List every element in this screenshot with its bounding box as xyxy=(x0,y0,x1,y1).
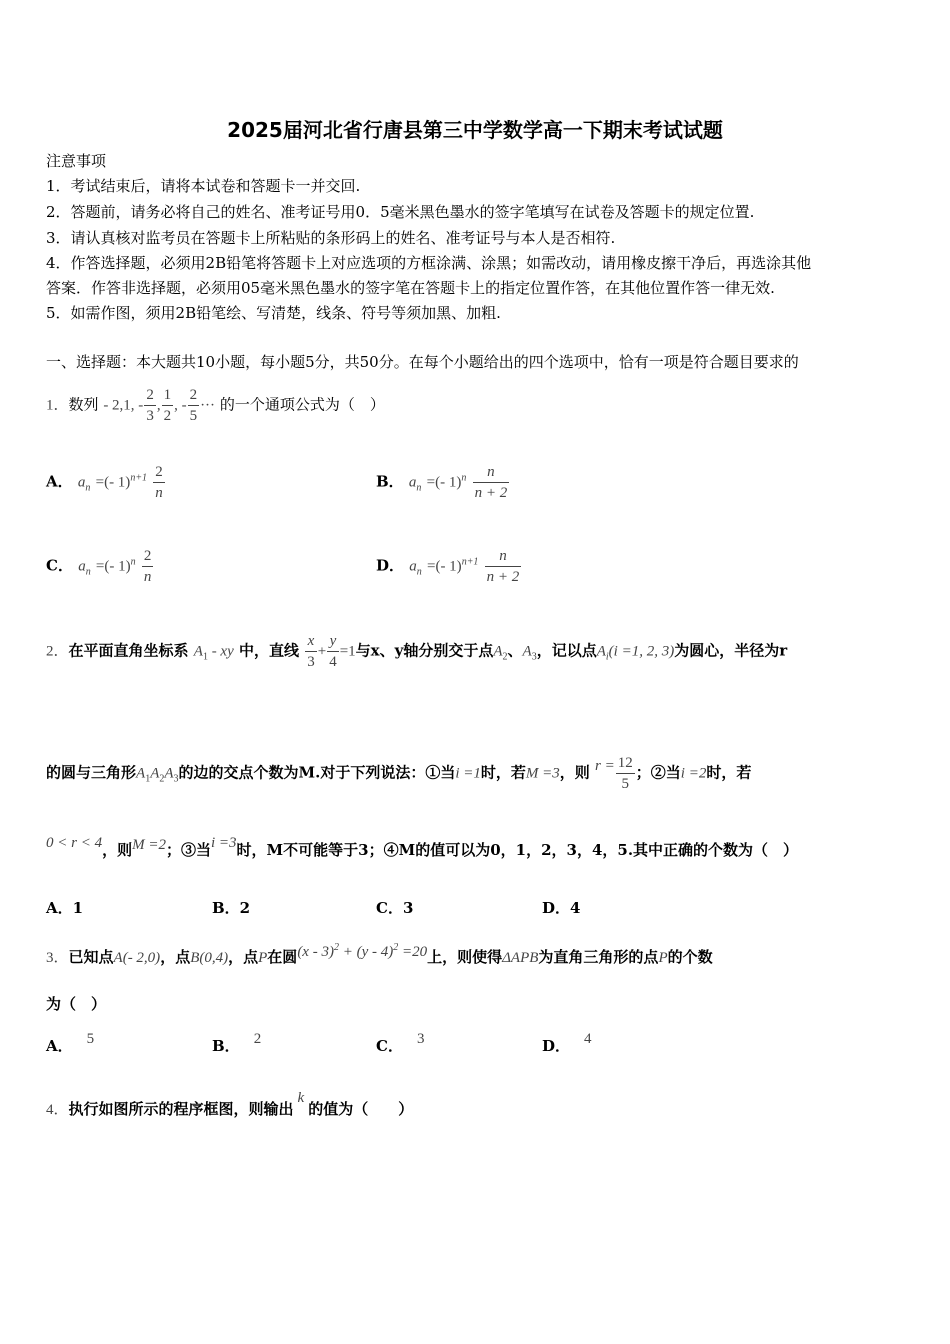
fraction: $\frac{y}{4}$ xyxy=(329,633,337,670)
notice-item: 答案．作答非选择题，必须用05毫米黑色墨水的签字笔在答题卡上的指定位置作答，在其他位置作答一律无效. xyxy=(46,279,775,297)
sequence-term: , - xyxy=(174,397,187,414)
fraction: $\frac{n}{n + 2}$ xyxy=(486,548,520,585)
notice-item: 2．答题前，请务必将自己的姓名、准考证号用0．5毫米黑色墨水的签字笔填写在试卷及答题卡的规定位置. xyxy=(46,203,755,221)
q1-stem: 数列 xyxy=(68,395,99,414)
notice-heading: 注意事项 xyxy=(46,152,107,170)
q3-option-a: A． 5 xyxy=(46,1031,95,1055)
q3-option-b: B． 2 xyxy=(212,1031,262,1055)
ellipsis: ··· xyxy=(200,397,216,414)
q1-option-d: D． $a_n$ =(- 1)$^{n+1}$ $\frac{n}{n + 2}$ xyxy=(376,548,520,585)
fraction: $\frac{2}{3}$ xyxy=(146,387,154,424)
q2-option-a: A．1 xyxy=(46,899,84,917)
q2-option-b: B．2 xyxy=(212,899,251,917)
question-number: 2． xyxy=(46,643,69,660)
fraction: $\frac{1}{2}$ xyxy=(163,387,172,424)
question-1: 1．数列 - 2,1, - $\frac{2}{3}$ , $\frac{1}{2}$ , - $\frac{2}{5}$ ··· 的一个通项公式为（ ） xyxy=(46,387,385,424)
question-2-line-1: 2．在平面直角坐标系 $A_1$ - xy 中，直线 $\frac{x}{3}$ + $\frac{y}{4}$ =1与x、y轴分别交于点$A_2$、$A_3$，记以点$A_i(i =1$, 2, 3)为圆心，半径为r xyxy=(46,633,788,670)
fraction: $\frac{n}{n + 2}$ xyxy=(474,464,508,501)
question-3-line-2: 为（ ） xyxy=(46,995,107,1013)
q3-option-d: D． 4 xyxy=(542,1031,592,1055)
fraction: $\frac{2}{5}$ xyxy=(189,387,198,424)
q2-option-d: D．4 xyxy=(542,899,581,917)
question-number: 3． xyxy=(46,950,69,966)
fraction: $\frac{x}{3}$ xyxy=(307,633,315,670)
question-2-line-3: 0 < r < 4，则M =2；③当i =3时，M不可能等于3；④M的值可以为0，1，2，3，4，5.其中正确的个数为（ ） xyxy=(46,835,799,859)
notice-item: 1．考试结束后，请将本试卷和答题卡一并交回. xyxy=(46,177,361,195)
notice-item: 4．作答选择题，必须用2B铅笔将答题卡上对应选项的方框涂满、涂黑；如需改动，请用橡皮擦干净后，再选涂其他 xyxy=(46,254,812,272)
notice-item: 3．请认真核对监考员在答题卡上所粘贴的条形码上的姓名、准考证号与本人是否相符. xyxy=(46,229,616,247)
q1-stem-end: 的一个通项公式为（ ） xyxy=(219,395,385,414)
question-4: 4．执行如图所示的程序框图，则输出k的值为（ ） xyxy=(46,1090,414,1118)
q1-option-b: B． $a_n$ =(- 1)$^n$ $\frac{n}{n + 2}$ xyxy=(376,464,508,501)
question-2-line-2: 的圆与三角形$A_1A_2A_3$的边的交点个数为M.对于下列说法：①当i =1时，若M =3，则 r = $\frac{12}{5}$ ；②当i =2时，若 xyxy=(46,755,752,792)
q3-option-c: C． 3 xyxy=(376,1031,425,1055)
q2-option-c: C．3 xyxy=(376,899,414,917)
question-3-line-1: 3．已知点A(- 2,0)，点B(0,4)，点P在圆(x - 3)$^2$ + (y - 4)$^2$ =20上，则使得ΔAPB为直角三角形的点P的个数 xyxy=(46,942,713,966)
fraction: $\frac{2}{n}$ xyxy=(155,464,163,501)
question-number: 4． xyxy=(46,1102,69,1118)
sequence-term: - 2,1, - xyxy=(103,397,144,414)
q1-option-c: C． $a_n$ =(- 1)$^n$ $\frac{2}{n}$ xyxy=(46,548,152,585)
fraction: $\frac{12}{5}$ xyxy=(617,755,633,792)
fraction: $\frac{2}{n}$ xyxy=(143,548,152,585)
section-heading: 一、选择题：本大题共10小题，每小题5分，共50分。在每个小题给出的四个选项中，恰有一项是符合题目要求的 xyxy=(46,353,799,371)
notice-item: 5．如需作图，须用2B铅笔绘、写清楚，线条、符号等须加黑、加粗. xyxy=(46,304,501,322)
question-number: 1． xyxy=(46,397,69,414)
q1-option-a: A． $a_n$ =(- 1)$^{n+1}$ $\frac{2}{n}$ xyxy=(46,464,163,501)
exam-title: 2025届河北省行唐县第三中学数学高一下期末考试试题 xyxy=(227,118,723,142)
